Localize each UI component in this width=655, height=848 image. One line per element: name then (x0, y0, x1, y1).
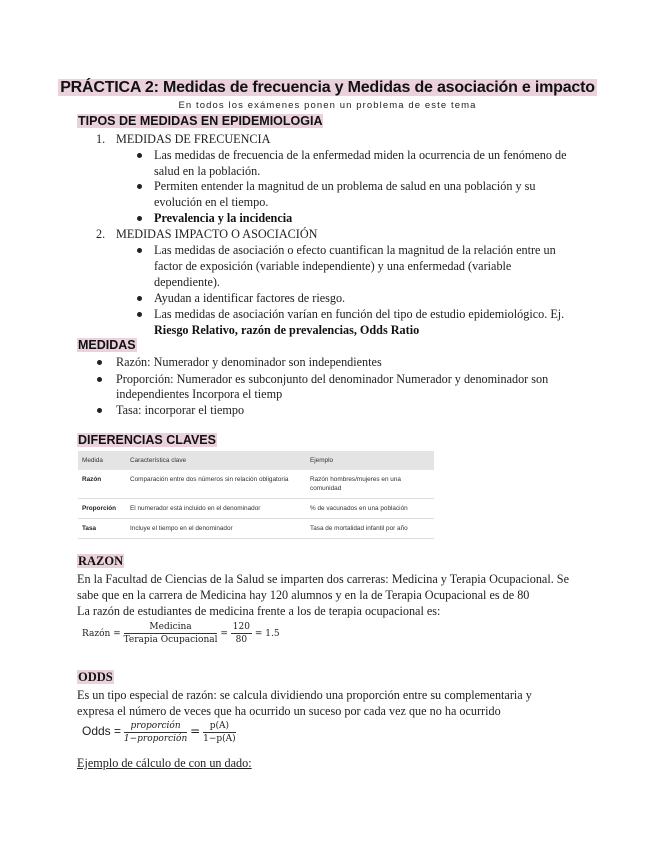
formula-equals: = (220, 629, 228, 639)
list-item-frecuencia: MEDIDAS DE FRECUENCIA (116, 132, 271, 146)
table-row (78, 470, 434, 498)
bullet-icon (137, 312, 142, 317)
text-line: Proporción: Numerador es subconjunto del denominador Numerador y denominador son (116, 372, 549, 386)
text-line: salud en la población. (154, 164, 261, 178)
text-line: Prevalencia y la incidencia (154, 211, 293, 225)
formula-fraction (124, 721, 187, 744)
text-line: expresa el número de veces que ha ocurrido un suceso por cada vez que no ha ocurrido (77, 704, 501, 718)
formula-fraction (203, 721, 236, 744)
bullet-icon (97, 377, 102, 382)
text-line: factor de exposición (variable independiente) y una enfermedad (variable (154, 259, 512, 273)
table-cell: Comparación entre dos números sin relación obligatoria (126, 470, 306, 498)
odds-formula (82, 721, 236, 744)
fraction-denominator: 1−proporción (123, 734, 188, 744)
text-line: Razón: Numerador y denominador son independientes (116, 355, 382, 369)
text-line: dependiente). (154, 275, 220, 289)
text-line: Es un tipo especial de razón: se calcula dividiendo una proporción entre su complementaria y (77, 688, 532, 702)
formula-result: = 1.5 (254, 629, 280, 639)
formula-lhs: Razón = (82, 629, 121, 639)
table-cell: % de vacunados en una población (306, 498, 434, 518)
bullet-icon (137, 153, 142, 158)
fraction-numerator: p(A) (203, 721, 236, 733)
text-line: Riesgo Relativo, razón de prevalencias, Odds Ratio (154, 323, 420, 337)
formula-fraction (124, 622, 218, 645)
formula-lhs: Odds = (82, 724, 122, 738)
text-line: Tasa: incorporar el tiempo (116, 403, 245, 417)
table-cell: Razón (78, 470, 126, 498)
text-line: Las medidas de frecuencia de la enfermedad miden la ocurrencia de un fenómeno de (154, 148, 567, 162)
text-line: Ayudan a identificar factores de riesgo. (154, 291, 346, 305)
text-line: Las medidas de asociación o efecto cuantifican la magnitud de la relación entre un (154, 243, 556, 257)
section-heading-tipos: TIPOS DE MEDIDAS EN EPIDEMIOLOGIA (78, 114, 323, 128)
section-heading-medidas: MEDIDAS (78, 338, 136, 352)
table-cell: Razón hombres/mujeres en una comunidad (306, 470, 434, 498)
bullet-icon (137, 248, 142, 253)
bullet-icon (97, 360, 102, 365)
page-title (0, 77, 655, 97)
column-header: Medida (78, 451, 126, 470)
fraction-denominator: Terapia Ocupacional (123, 635, 218, 645)
table-cell: Incluye el tiempo en el denominador (126, 518, 306, 538)
text-line: sabe que en la carrera de Medicina hay 120 alumnos y en la de Terapia Ocupacional es de 80 (77, 588, 530, 602)
bullet-icon (137, 296, 142, 301)
section-heading-razon: RAZON (78, 554, 124, 568)
list-number: 1. (96, 132, 106, 146)
table-header-row (78, 451, 434, 470)
fraction-denominator: 80 (235, 635, 248, 645)
fraction-numerator: Medicina (124, 622, 218, 634)
table-cell: Tasa de mortalidad infantil por año (306, 518, 434, 538)
diferencias-table (78, 451, 434, 539)
list-item-asociacion: MEDIDAS IMPACTO O ASOCIACIÓN (116, 227, 318, 241)
fraction-denominator: 1−p(A) (203, 734, 236, 744)
formula-equals: = (190, 724, 201, 738)
example-link-text: Ejemplo de cálculo de con un dado: (77, 756, 252, 770)
table-row (78, 498, 434, 518)
page-title-text: PRÁCTICA 2: Medidas de frecuencia y Medidas de asociación e impacto (60, 79, 595, 96)
section-heading-diferencias: DIFERENCIAS CLAVES (78, 433, 216, 447)
text-line: evolución en el tiempo. (154, 195, 269, 209)
text-line: Permiten entender la magnitud de un problema de salud en una población y su (154, 179, 536, 193)
razon-formula (82, 622, 280, 645)
fraction-numerator: proporción (124, 721, 187, 733)
bullet-icon (137, 216, 142, 221)
fraction-numerator: 120 (232, 622, 250, 632)
list-number: 2. (96, 227, 106, 241)
column-header: Característica clave (126, 451, 306, 470)
formula-fraction (231, 622, 252, 645)
table-cell: Tasa (78, 518, 126, 538)
bullet-icon (137, 184, 142, 189)
table-cell: Proporción (78, 498, 126, 518)
table-row (78, 518, 434, 538)
text-line: La razón de estudiantes de medicina frente a los de terapia ocupacional es: (77, 604, 441, 618)
page-subtitle: En todos los exámenes ponen un problema de este tema (178, 100, 477, 111)
column-header: Ejemplo (306, 451, 434, 470)
bullet-icon (97, 408, 102, 413)
text-line: En la Facultad de Ciencias de la Salud se imparten dos carreras: Medicina y Terapia Ocupacional. Se (77, 572, 569, 586)
text-line: independientes Incorpora el tiemp (116, 387, 283, 401)
text-line: Las medidas de asociación varían en función del tipo de estudio epidemiológico. Ej. (154, 307, 565, 321)
section-heading-odds: ODDS (78, 670, 113, 684)
table-cell: El numerador está incluido en el denominador (126, 498, 306, 518)
